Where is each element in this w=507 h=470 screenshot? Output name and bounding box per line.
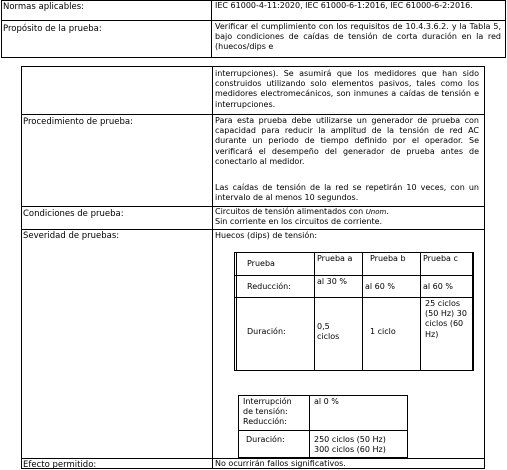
top-table-bottom bbox=[1, 57, 506, 58]
dips-reduction-a: al 30 % bbox=[317, 277, 347, 286]
dips-duration-b: 1 ciclo bbox=[370, 327, 396, 336]
main-table-divider bbox=[212, 66, 213, 469]
conditions-line-2: Sin corriente en los circuitos de corriente. bbox=[215, 217, 383, 226]
conditions-line-1 bbox=[215, 207, 479, 217]
interrupt-reduction-label: Interrupción de tensión: Reducción: bbox=[243, 397, 292, 427]
proposito-value: Verificar el cumplimiento con los requisitos de 10.4.3.6.2. y la Tabla 5, bajo condiciones de caídas de tensión de corta duración en la red (huecos/dips e bbox=[215, 22, 501, 52]
conditions-label: Condiciones de prueba: bbox=[23, 209, 124, 219]
normas-label: Normas aplicables: bbox=[3, 2, 85, 12]
conditions-line-1-prefix: Circuitos de tensión alimentados con bbox=[215, 207, 366, 216]
effect-label: Efecto permitido: bbox=[23, 460, 97, 470]
interrupt-row-sep bbox=[238, 430, 408, 431]
dips-row-sep-2 bbox=[234, 297, 474, 298]
unom-variable: Unom bbox=[365, 208, 387, 216]
severity-label: Severidad de pruebas: bbox=[23, 231, 120, 241]
conditions-line-1-suffix: . bbox=[386, 207, 389, 216]
top-table-divider bbox=[211, 0, 212, 58]
dips-duration-label: Duración: bbox=[247, 327, 286, 336]
dips-row-sep-1 bbox=[234, 275, 474, 276]
interrupt-duration-value-2: 300 ciclos (60 Hz) bbox=[314, 445, 386, 454]
procedure-text: Para esta prueba debe utilizarse un generador de prueba con capacidad para reducir la amplitud de la tensión de red AC durante un periodo de tiempo definido por el operador. Se verificará el desempeño del generador de prueba antes de conectarlo al medidor. bbox=[215, 116, 479, 166]
dips-header-c: Prueba c bbox=[423, 254, 458, 263]
dips-reduction-label: Reducción: bbox=[247, 282, 291, 291]
dips-col-sep-2 bbox=[362, 252, 363, 371]
dips-reduction-c: al 60 % bbox=[423, 282, 453, 291]
normas-value: IEC 61000-4-11:2020, IEC 61000-6-1:2016, IEC 61000-6-2:2016. bbox=[215, 1, 473, 10]
dips-col-sep-3 bbox=[420, 252, 421, 371]
interrupt-col-sep bbox=[309, 395, 310, 458]
dips-duration-a: 0,5 ciclos bbox=[317, 322, 340, 342]
procedure-label: Procedimiento de prueba: bbox=[23, 117, 133, 127]
dips-header-label: Prueba bbox=[247, 259, 275, 268]
interrupt-duration-value-1: 250 ciclos (50 Hz) bbox=[314, 435, 386, 444]
purpose-continuation: interrupciones). Se asumirá que los medidores que han sido construidos utilizando solo elementos pasivos, tales como los medidores electromecánicos, son inmunes a caídas de tensión e interrupciones. bbox=[215, 69, 479, 109]
effect-text: No ocurrirán fallos significativos. bbox=[215, 459, 346, 468]
dips-col-sep-1 bbox=[314, 252, 315, 371]
severity-intro: Huecos (dips) de tensión: bbox=[215, 231, 318, 240]
dips-header-b: Prueba b bbox=[370, 254, 406, 263]
proposito-label: Propósito de la prueba: bbox=[3, 24, 102, 34]
dips-duration-c: 25 ciclos (50 Hz) 30 ciclos (60 Hz) bbox=[425, 299, 467, 339]
row-sep-procedure bbox=[21, 114, 485, 115]
procedure-text-2: Las caídas de tensión de la red se repetirán 10 veces, con un intervalo de al menos 10 segundos. bbox=[215, 183, 479, 203]
top-table-row-sep bbox=[1, 20, 506, 21]
dips-header-a: Prueba a bbox=[317, 254, 353, 263]
dips-reduction-b: al 60 % bbox=[365, 282, 395, 291]
interrupt-duration-label: Duración: bbox=[246, 435, 285, 444]
interrupt-reduction-value: al 0 % bbox=[314, 397, 339, 406]
row-sep-severity bbox=[21, 229, 485, 230]
